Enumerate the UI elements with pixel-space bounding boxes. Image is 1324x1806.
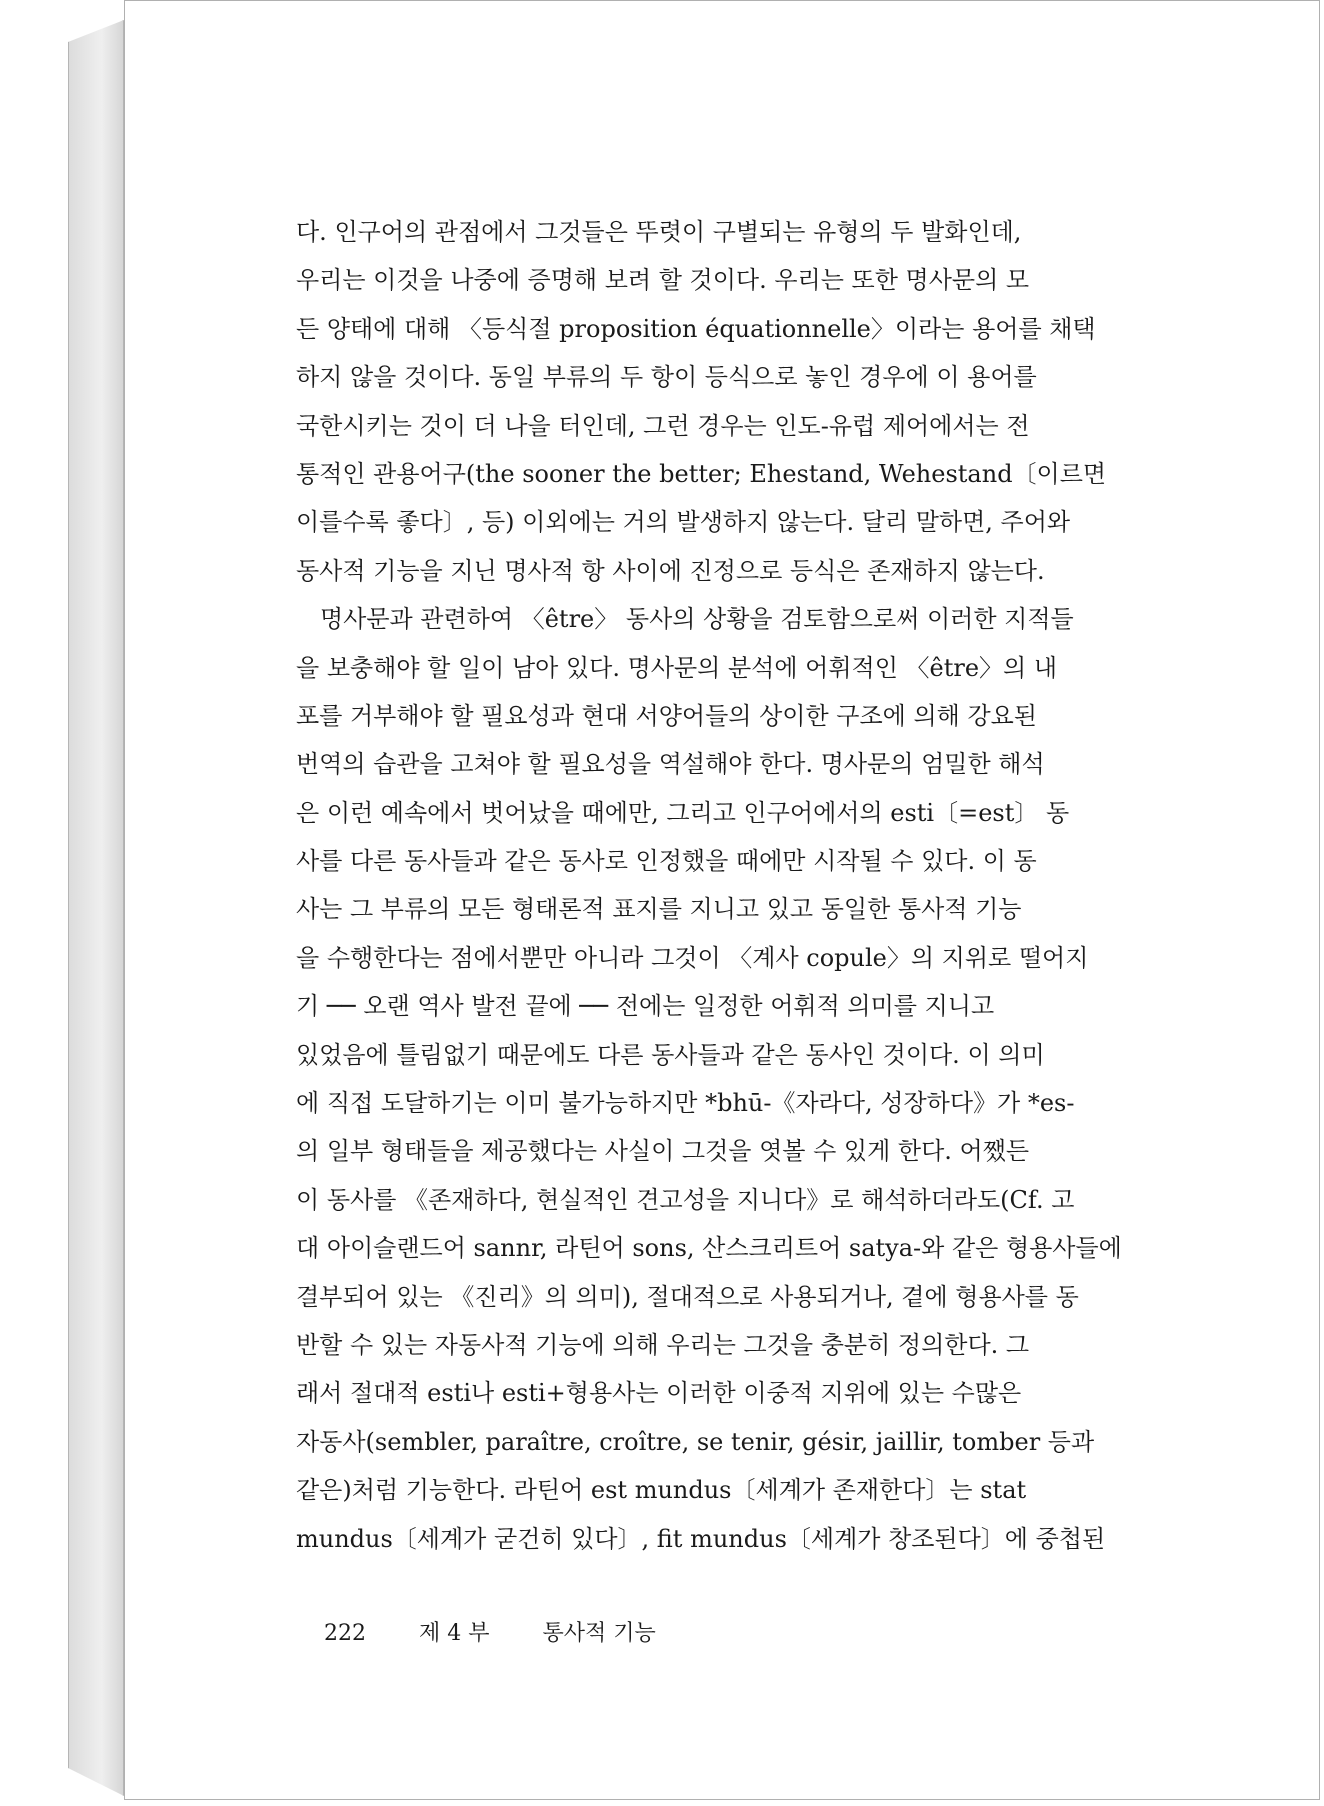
text-line: 있었음에 틀림없기 때문에도 다른 동사들과 같은 동사인 것이다. 이 의미	[296, 1040, 1045, 1069]
page-footer	[324, 1616, 702, 1647]
text-line: 반할 수 있는 자동사적 기능에 의해 우리는 그것을 충분히 정의한다. 그	[296, 1330, 1030, 1359]
text-line: 사는 그 부류의 모든 형태론적 표지를 지니고 있고 동일한 통사적 기능	[296, 895, 1022, 924]
text-line: 기 ── 오랜 역사 발전 끝에 ── 전에는 일정한 어휘적 의미를 지니고	[296, 992, 995, 1021]
text-line: 을 수행한다는 점에서뿐만 아니라 그것이 〈계사 copule〉의 지위로 떨어지	[296, 943, 1089, 972]
text-line: 이를수록 좋다〕, 등) 이외에는 거의 발생하지 않는다. 달리 말하면, 주어와	[296, 508, 1071, 537]
section-label: 통사적 기능	[542, 1621, 656, 1646]
text-line: 번역의 습관을 고쳐야 할 필요성을 역설해야 한다. 명사문의 엄밀한 해석	[296, 750, 1045, 779]
text-line: 이 동사를 《존재하다, 현실적인 견고성을 지니다》로 해석하더라도(Cf. 고	[296, 1185, 1075, 1214]
text-line: 포를 거부해야 할 필요성과 현대 서양어들의 상이한 구조에 의해 강요된	[296, 701, 1037, 730]
text-line: 은 이런 예속에서 벗어났을 때에만, 그리고 인구어에서의 esti〔=est〕 동	[296, 798, 1070, 827]
text-line: 사를 다른 동사들과 같은 동사로 인정했을 때에만 시작될 수 있다. 이 동	[296, 847, 1037, 876]
part-label: 제 4 부	[419, 1621, 490, 1646]
body-text	[296, 208, 1148, 1563]
text-line: mundus〔세계가 굳건히 있다〕, fit mundus〔세계가 창조된다〕에 중첩된	[296, 1524, 1106, 1553]
text-line: 대 아이슬랜드어 sannr, 라틴어 sons, 산스크리트어 satya-와 같은 형용사들에	[296, 1234, 1122, 1263]
text-line: 우리는 이것을 나중에 증명해 보려 할 것이다. 우리는 또한 명사문의 모	[296, 266, 1030, 295]
text-line: 국한시키는 것이 더 나을 터인데, 그런 경우는 인도-유럽 제어에서는 전	[296, 411, 1030, 440]
text-line: 의 일부 형태들을 제공했다는 사실이 그것을 엿볼 수 있게 한다. 어쨌든	[296, 1137, 1030, 1166]
text-line: 결부되어 있는 《진리》의 의미), 절대적으로 사용되거나, 곁에 형용사를 동	[296, 1282, 1079, 1311]
text-line: 다. 인구어의 관점에서 그것들은 뚜렷이 구별되는 유형의 두 발화인데,	[296, 218, 1022, 246]
text-line: 에 직접 도달하기는 이미 불가능하지만 *bhū-《자라다, 성장하다》가 *es-	[296, 1089, 1075, 1118]
page-number: 222	[324, 1621, 366, 1646]
text-line: 같은)처럼 기능한다. 라틴어 est mundus〔세계가 존재한다〕는 stat	[296, 1476, 1027, 1505]
text-line: 래서 절대적 esti나 esti+형용사는 이러한 이중적 지위에 있는 수많은	[296, 1379, 1022, 1408]
text-line: 든 양태에 대해 〈등식절 proposition équationnelle〉이라는 용어를 채택	[296, 314, 1096, 343]
text-line: 명사문과 관련하여 〈être〉 동사의 상황을 검토함으로써 이러한 지적들	[320, 605, 1074, 634]
book-spine	[68, 20, 124, 1796]
text-line: 을 보충해야 할 일이 남아 있다. 명사문의 분석에 어휘적인 〈être〉의 내	[296, 653, 1058, 682]
text-line: 동사적 기능을 지닌 명사적 항 사이에 진정으로 등식은 존재하지 않는다.	[296, 556, 1045, 585]
text-line: 통적인 관용어구(the sooner the better; Ehestand, Wehestand〔이르면	[296, 459, 1107, 488]
text-line: 자동사(sembler, paraître, croître, se tenir, gésir, jaillir, tomber 등과	[296, 1427, 1095, 1456]
text-line: 하지 않을 것이다. 동일 부류의 두 항이 등식으로 놓인 경우에 이 용어를	[296, 363, 1037, 392]
